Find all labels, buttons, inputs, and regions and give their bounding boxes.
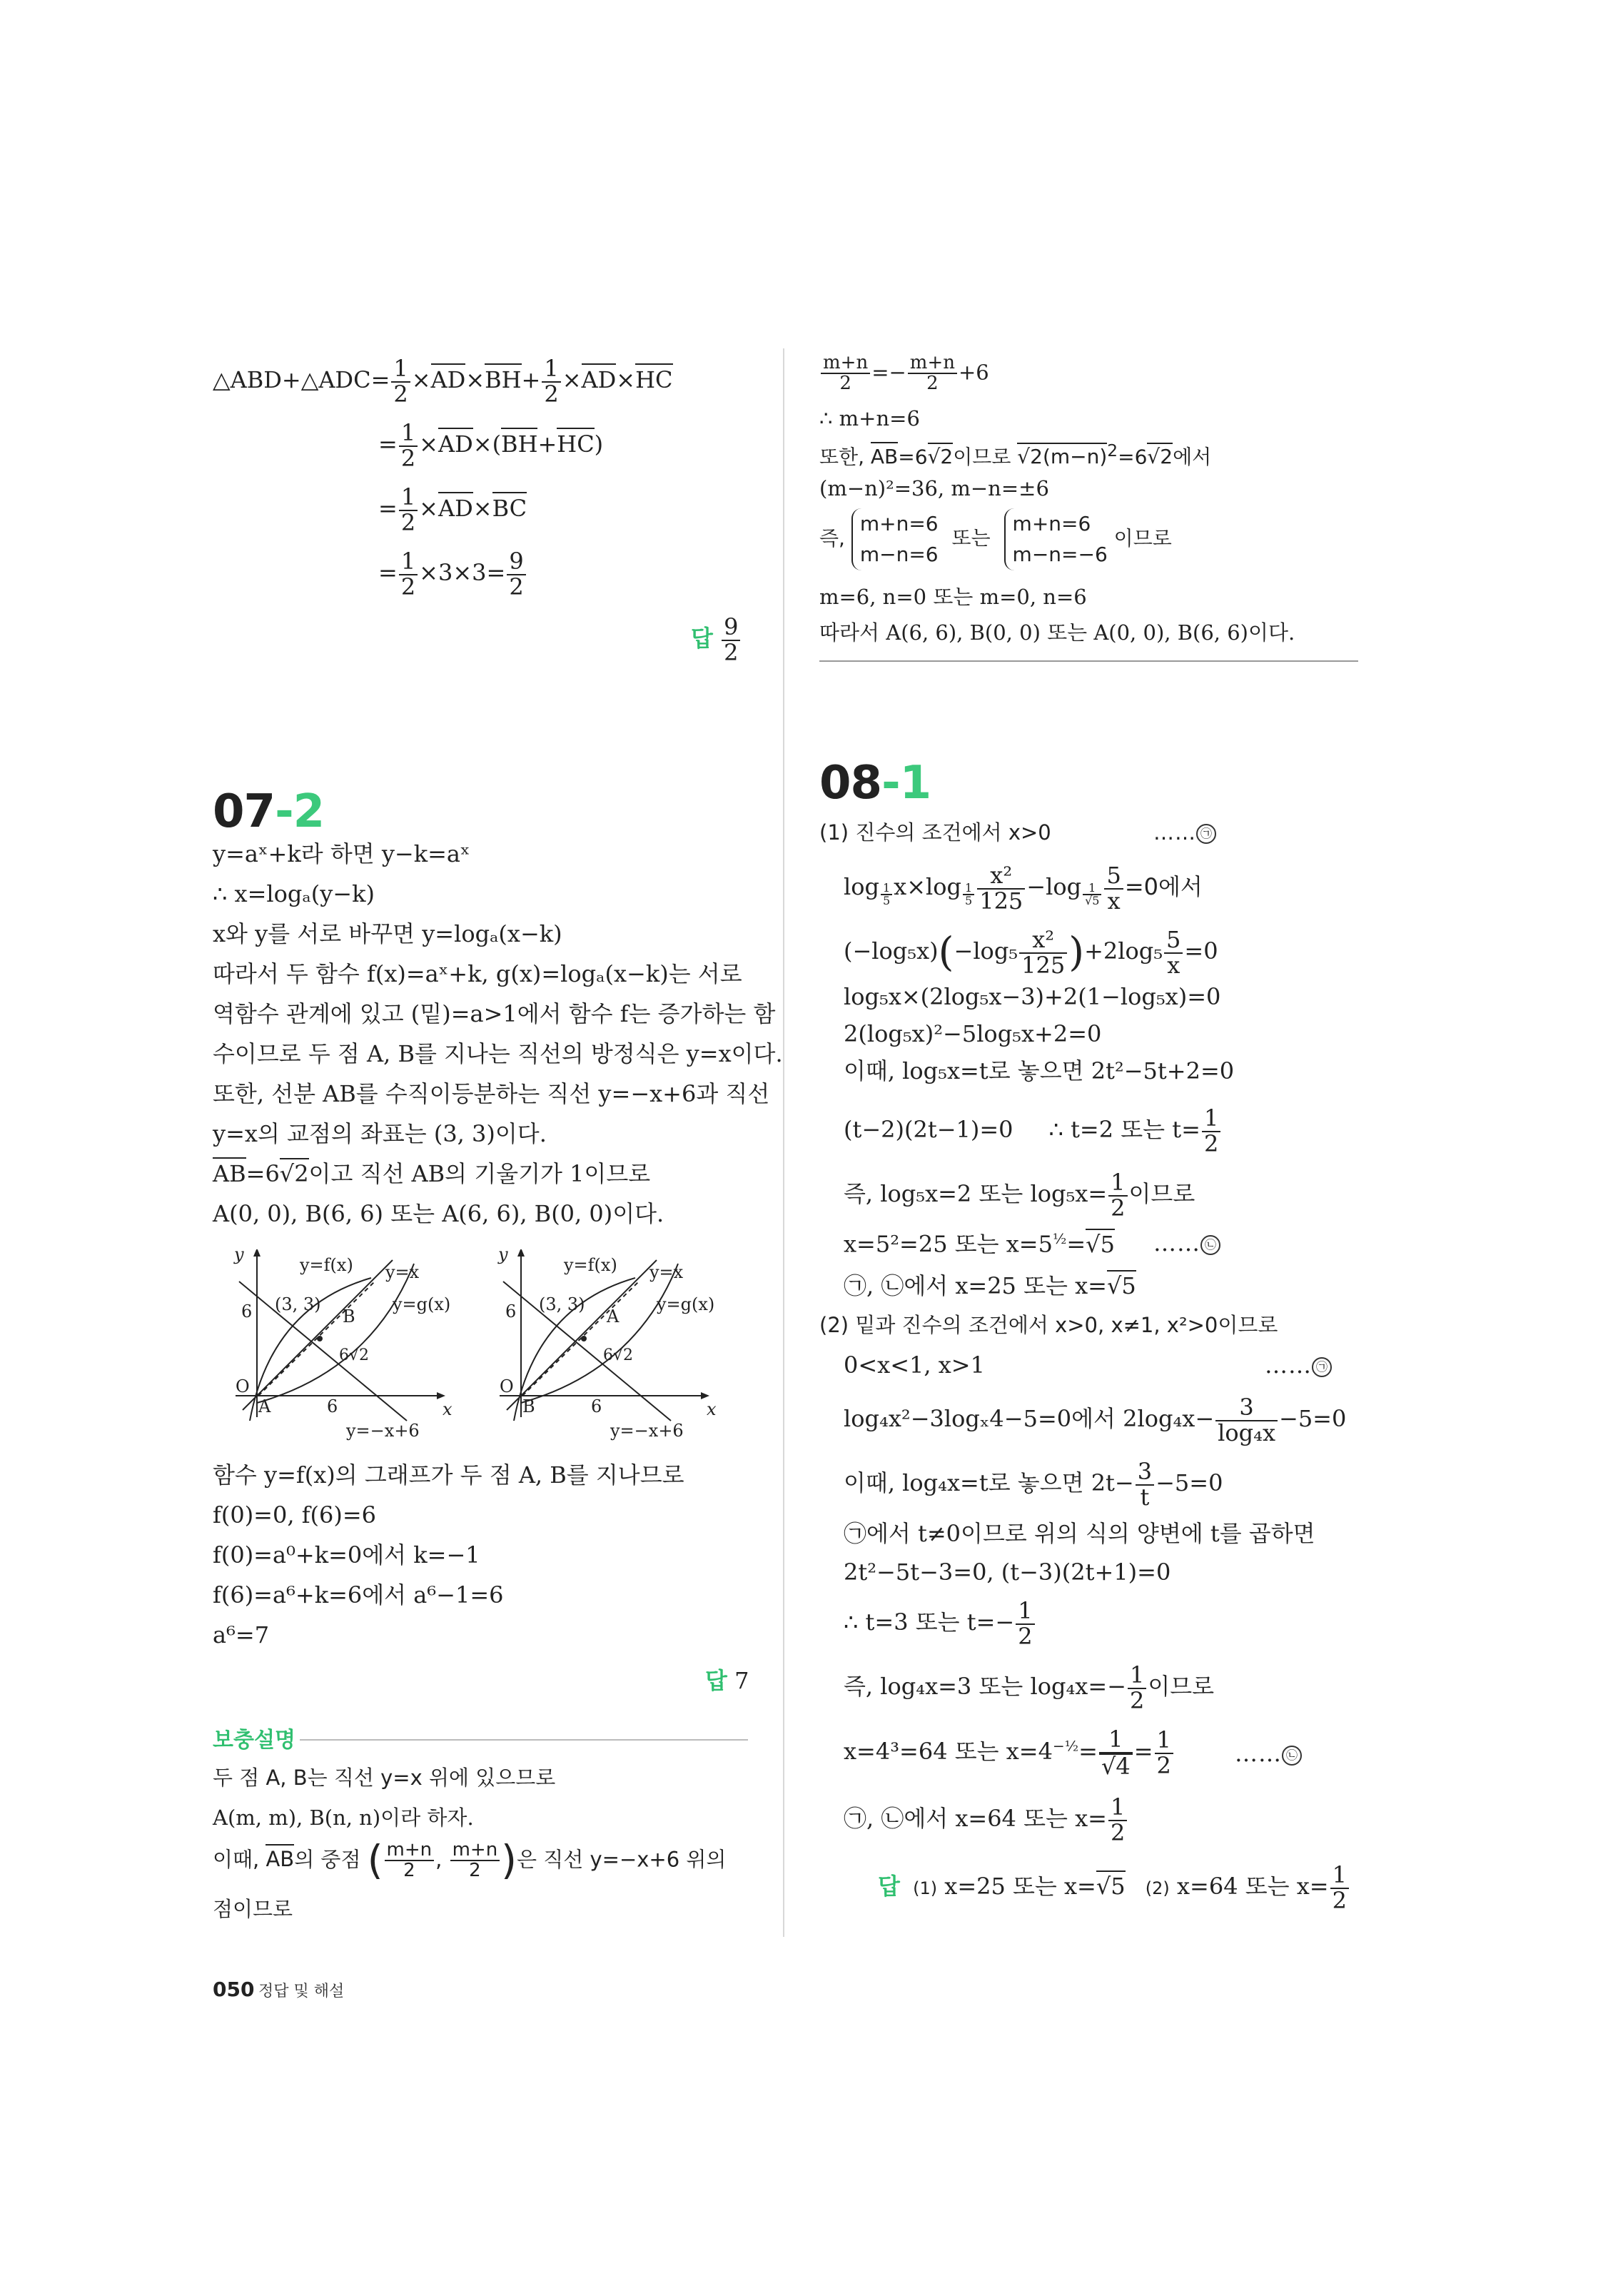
p1-line-4: log₅x×(2log₅x−3)+2(1−log₅x)=0 — [844, 983, 1221, 1010]
sec07-line: 역함수 관계에 있고 (밑)=a>1에서 함수 f는 증가하는 함 — [213, 1000, 776, 1027]
f-label: y=f(x) — [300, 1255, 353, 1275]
perp-label: y=−x+6 — [610, 1421, 684, 1441]
supplement-title: 보충설명 — [213, 1728, 295, 1753]
g-label: y=g(x) — [657, 1294, 715, 1314]
sec07-after-line: f(6)=a⁶+k=6에서 a⁶−1=6 — [213, 1581, 504, 1608]
six-y-label: 6 — [505, 1301, 517, 1321]
sec07-line: ∴ x=logₐ(y−k) — [213, 880, 375, 907]
answer-07-2: 답 7 — [705, 1667, 749, 1694]
dist-label: 6√2 — [603, 1346, 634, 1364]
page-number: 050 — [213, 1978, 255, 2001]
footer-label: 정답 및 해설 — [258, 1983, 345, 2000]
sec07-after-line: f(0)=a⁰+k=0에서 k=−1 — [213, 1541, 480, 1569]
sec07-line: y=aˣ+k라 하면 y−k=aˣ — [213, 840, 470, 867]
sec07-ab-line: AB=6√ 2이고 직선 AB의 기울기가 1이므로 — [213, 1162, 650, 1185]
supplement-line: 두 점 A, B는 직선 y=x 위에 있으므로 — [213, 1766, 556, 1790]
curve-g — [257, 1264, 414, 1403]
y-axis-label: y — [234, 1249, 244, 1264]
p2-line-2: 0<x<1, x>1 …… ㉠ — [844, 1354, 985, 1376]
area-line-2: = $\frac{1}{2}$ ×AD×(BH+HC) — [378, 419, 604, 472]
answer-08-1: 답 (1) x=25 또는 x=√ 5 (2) x=64 또는 x= $\frac{1}{2}$ — [878, 1863, 1350, 1913]
p1-line-6: 이때, log₅x=t로 놓으면 2t²−5t+2=0 — [844, 1057, 1235, 1084]
g-label: y=g(x) — [393, 1294, 451, 1314]
identity-label: y=x — [385, 1262, 420, 1282]
midpoint-dot — [317, 1336, 323, 1341]
p2-line-10: ㉠, ㉡에서 x=64 또는 x= $\frac{1}{2}$ — [844, 1796, 1128, 1845]
perp-label: y=−x+6 — [346, 1421, 420, 1441]
supplement-line: A(m, m), B(n, n)이라 하자. — [213, 1806, 474, 1830]
six-y-label: 6 — [241, 1301, 253, 1321]
p1-line-7: (t−2)(2t−1)=0 ∴ t=2 또는 t= $\frac{1}{2}$ — [844, 1107, 1222, 1156]
supplement-rule — [300, 1739, 748, 1741]
sec07-after-line: f(0)=0, f(6)=6 — [213, 1501, 377, 1529]
sec07-line: y=x의 교점의 좌표는 (3, 3)이다. — [213, 1120, 547, 1147]
b-label: B — [343, 1306, 355, 1326]
p2-line-1: (2) 밑과 진수의 조건에서 x>0, x≠1, x²>0이므로 — [819, 1313, 1278, 1337]
rt-line-3: 또한, AB=6√ 2이므로 √ $2(m-n)^2=6√$ 2에서 — [819, 443, 1211, 467]
six-x-label: 6 — [591, 1396, 602, 1416]
graph-case-2 — [492, 1249, 735, 1442]
sec07-points-line: A(0, 0), B(6, 6) 또는 A(6, 6), B(0, 0)이다. — [213, 1200, 664, 1227]
p1-line-1: (1) 진수의 조건에서 x>0 …… ㉠ — [819, 822, 1051, 843]
area-line-4: = $\frac{1}{2}$ ×3×3= $\frac{9}{2}$ — [378, 550, 527, 599]
graph-case-1 — [228, 1249, 471, 1442]
x-axis-label: x — [443, 1399, 452, 1419]
f-label: y=f(x) — [564, 1255, 617, 1275]
p2-line-8: 즉, log₄x=3 또는 log₄x=− $\frac{1}{2}$ 이므로 — [844, 1661, 1215, 1714]
p2-line-6: 2t²−5t−3=0, (t−3)(2t+1)=0 — [844, 1559, 1171, 1586]
curve-g — [521, 1264, 678, 1403]
rt-line-1: $\frac{m+n}{2}$ =− $\frac{m+n}{2}$ +6 — [819, 353, 989, 394]
p1-line-10: ㉠, ㉡에서 x=25 또는 x=√ 5 — [844, 1274, 1136, 1297]
y-axis-label: y — [498, 1249, 508, 1264]
p1-line-5: 2(log₅x)²−5log₅x+2=0 — [844, 1020, 1102, 1047]
rt-line-7: 따라서 A(6, 6), B(0, 0) 또는 A(0, 0), B(6, 6)이다. — [819, 620, 1295, 645]
p1-line-9: x=5²=25 또는 $x=5^{\frac{1}{2}}=√$ 5 …… ㉡ — [844, 1232, 1115, 1256]
answer-07-1: 답 $\frac{9}{2}$ — [691, 615, 742, 665]
x-axis-label: x — [707, 1399, 717, 1419]
sec07-line: 수이므로 두 점 A, B를 지나는 직선의 방정식은 y=x이다. — [213, 1040, 783, 1067]
sec07-after-line: 함수 y=f(x)의 그래프가 두 점 A, B를 지나므로 — [213, 1461, 684, 1489]
area-line-3: = $\frac{1}{2}$ ×AD×BC — [378, 483, 527, 536]
rt-line-2: ∴ m+n=6 — [819, 406, 920, 430]
p2-line-5: ㉠에서 t≠0이므로 위의 식의 양변에 t를 곱하면 — [844, 1520, 1315, 1547]
sec07-after-line: a⁶=7 — [213, 1621, 270, 1648]
rt-line-4: (m−n)²=36, m−n=±6 — [819, 476, 1049, 500]
o-label: O — [500, 1376, 514, 1396]
supplement-midpoint-line: 이때, AB의 중점 ( $\frac{m+n}{2}$ , $\frac{m+n}{2}$ )은 직선 y=−x+6 위의 — [213, 1837, 727, 1884]
midpoint-dot — [581, 1336, 587, 1341]
p2-line-4: 이때, log₄x=t로 놓으면 2t− $\frac{3}{t}$ −5=0 — [844, 1458, 1223, 1511]
column-divider — [783, 348, 784, 1937]
p2-line-9: x=4³=64 또는 $x=4^{-\frac{1}{2}}=$ 1 √ 4 = $\frac{1}{2}$ …… ㉡ — [844, 1728, 1175, 1778]
sec07-line: 따라서 두 함수 f(x)=aˣ+k, g(x)=logₐ(x−k)는 서로 — [213, 960, 742, 987]
p1-line-2: log $_{\frac{1}{5}}$ x×log $_{\frac{1}{5}}$ $\frac{\text{x²}}{125}$ −log $_{\frac{1}{√5}}$ $\frac{5}{x}$ =0에서 — [844, 862, 1203, 915]
point-label: (3, 3) — [539, 1294, 585, 1314]
p2-line-3: log₄x²−3logₓ4−5=0에서 2log₄x− $\frac{3}{\text{log₄x}}$ −5=0 — [844, 1394, 1347, 1446]
p2-line-7: ∴ t=3 또는 t=− $\frac{1}{2}$ — [844, 1599, 1036, 1648]
rt-line-6: m=6, n=0 또는 m=0, n=6 — [819, 585, 1087, 609]
rt-rule — [819, 660, 1358, 662]
dist-label: 6√2 — [339, 1346, 370, 1364]
sec07-line: 또한, 선분 AB를 수직이등분하는 직선 y=−x+6과 직선 — [213, 1080, 770, 1107]
a-label-top: A — [607, 1306, 620, 1326]
sec07-line: x와 y를 서로 바꾸면 y=logₐ(x−k) — [213, 920, 562, 947]
identity-label: y=x — [649, 1262, 684, 1282]
p1-line-8: 즉, log₅x=2 또는 log₅x= $\frac{1}{2}$ 이므로 — [844, 1169, 1195, 1222]
supplement-line: 점이므로 — [213, 1897, 293, 1921]
area-line-1: △ABD+△ADC= $\frac{1}{2}$ ×AD×BH+ $\frac{1}{2}$ ×AD×HC — [213, 355, 673, 408]
section-heading-08-1: 08-1 — [819, 757, 931, 810]
o-label: O — [236, 1376, 250, 1396]
six-x-label: 6 — [327, 1396, 338, 1416]
p1-line-3: (−log₅x)(−log₅ $\frac{\text{x²}}{125}$ )+2log₅ $\frac{5}{x}$ =0 — [844, 926, 1218, 979]
b-label-bottom: B — [522, 1396, 535, 1416]
rt-system-line: 즉, m+n=6 m−n=6 또는 m+n=6 m−n=−6 이므로 — [819, 508, 1172, 570]
point-label: (3, 3) — [275, 1294, 321, 1314]
section-heading-07-2: 07-2 — [213, 785, 325, 838]
a-label: A — [258, 1396, 271, 1416]
